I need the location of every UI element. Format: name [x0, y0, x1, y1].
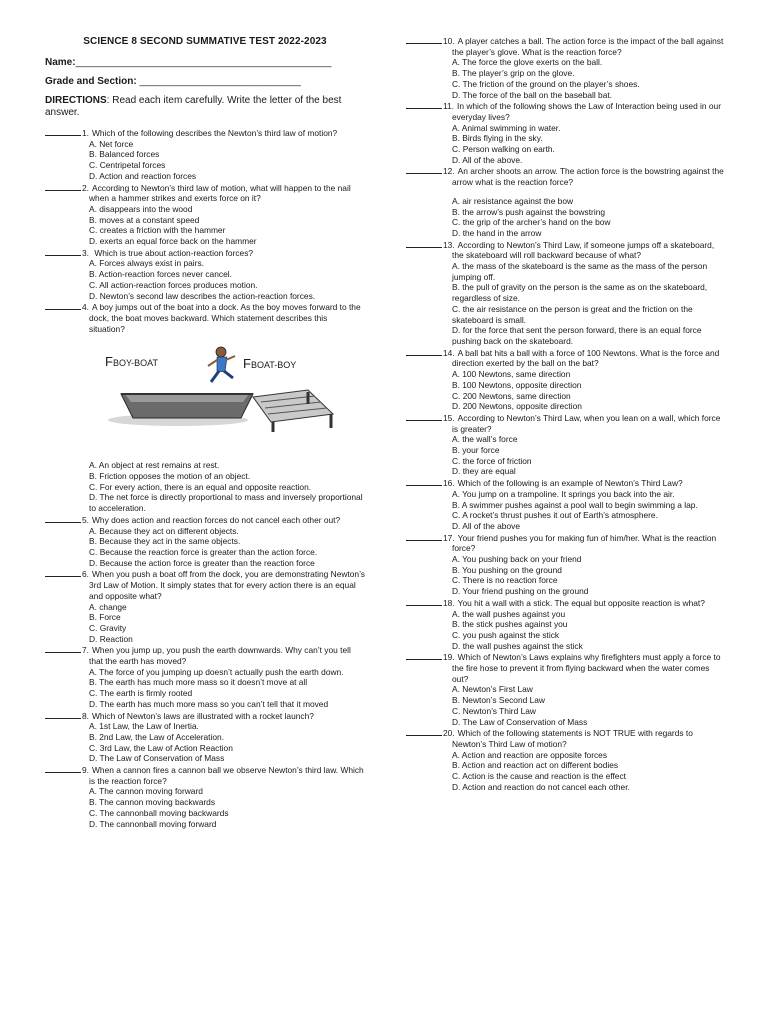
directions-label: DIRECTIONS: [45, 95, 107, 106]
question-stem: [406, 36, 726, 57]
question-list-left-top: [45, 128, 365, 334]
question-stem: [406, 478, 726, 489]
answer-option: C. the force of friction: [452, 455, 532, 466]
answer-blank[interactable]: [406, 533, 442, 541]
question-item: [45, 248, 365, 302]
name-label: Name:: [45, 57, 76, 68]
question-stem: [406, 348, 726, 369]
question-number: 4.: [82, 302, 89, 313]
answer-option: A. An object at rest remains at rest.: [89, 460, 220, 471]
question-text: A boy jumps out of the boat into a dock. As the boy moves forward to the dock, the boat moves backward. Which statement describes this situation?: [89, 302, 361, 334]
answer-option: A. the wall pushes against you: [452, 608, 566, 619]
answer-option: D. Newton’s second law describes the action-reaction forces.: [89, 290, 316, 301]
question-item: [45, 515, 365, 569]
spacer: [406, 188, 726, 196]
answer-blank[interactable]: [45, 302, 81, 310]
answer-option: C. you push against the stick: [452, 629, 560, 640]
question-number: 8.: [82, 710, 89, 721]
answer-option: C. Because the reaction force is greater than the action force.: [89, 546, 318, 557]
answer-option: D. 200 Newtons, opposite direction: [452, 401, 582, 412]
answer-option: B. The earth has much more mass so it doesn’t move at all: [89, 677, 308, 688]
question-number: 17.: [443, 532, 455, 543]
answer-option: D. Action and reaction do not cancel each other.: [452, 781, 630, 792]
question-item: [406, 533, 726, 597]
question-stem: [45, 302, 365, 334]
question-number: 18.: [443, 597, 455, 608]
question-item: [45, 183, 365, 247]
question-item: [406, 652, 726, 727]
question-stem: [406, 728, 726, 749]
question-item: [406, 348, 726, 412]
question-item: [406, 240, 726, 347]
answer-option: C. A rocket’s thrust pushes it out of Earth’s atmosphere.: [452, 510, 658, 521]
answer-option: B. Balanced forces: [89, 149, 160, 160]
answer-option: C. creates a friction with the hammer: [89, 225, 226, 236]
answer-option: A. The cannon moving forward: [89, 786, 203, 797]
answer-option: B. Birds flying in the sky.: [452, 133, 543, 144]
answer-option: D. The force of the ball on the baseball bat.: [452, 89, 613, 100]
question-number: 6.: [82, 569, 89, 580]
answer-blank[interactable]: [45, 183, 81, 191]
question-stem: [45, 645, 365, 666]
answer-option: B. the pull of gravity on the person is the same as on the skateboard, regardless of size.: [452, 282, 708, 304]
question-number: 3.: [82, 247, 89, 258]
question-text: Which of the following is an example of Newton’s Third Law?: [457, 478, 683, 489]
answer-option: C. For every action, there is an equal and opposite reaction.: [89, 481, 312, 492]
answer-blank[interactable]: [406, 240, 442, 248]
question-item: [45, 302, 365, 334]
question-text: A ball bat hits a ball with a force of 100 Newtons. What is the force and direction exerted by the ball on the bat?: [452, 347, 720, 369]
question-stem: [45, 765, 365, 786]
grade-section-field: [45, 76, 365, 87]
answer-option: D. they are equal: [452, 466, 516, 477]
question-stem: [406, 533, 726, 554]
answer-option: B. Friction opposes the motion of an object.: [89, 471, 251, 482]
answer-option: B. Action and reaction act on different bodies: [452, 760, 619, 771]
answer-option: D. The net force is directly proportional to mass and inversely proportional to acceleration.: [89, 492, 363, 514]
answer-blank[interactable]: [406, 413, 442, 421]
question-stem: [45, 248, 365, 259]
question-text: Which of the following describes the Newton’s third law of motion?: [92, 128, 338, 138]
question-number: 7.: [82, 645, 89, 656]
test-title: SCIENCE 8 SECOND SUMMATIVE TEST 2022-2023: [83, 36, 327, 47]
question-number: 14.: [443, 347, 455, 358]
question-stem: [45, 515, 365, 526]
question-item: [406, 101, 726, 165]
question-text: Which of Newton’s laws are illustrated with a rocket launch?: [92, 710, 314, 721]
question-stem: [406, 652, 726, 684]
question-options: [45, 460, 365, 514]
question-number: 11.: [443, 101, 455, 112]
answer-option: B. A swimmer pushes against a pool wall to begin swimming a lap.: [452, 499, 698, 510]
answer-option: C. The cannonball moving backwards: [89, 807, 229, 818]
answer-option: D. The cannonball moving forward: [89, 818, 217, 829]
question-list-right: [406, 36, 726, 793]
answer-option: A. 100 Newtons, same direction: [452, 369, 571, 380]
answer-option: D. for the force that sent the person forward, there is an equal force pushing back on the skateboard.: [452, 325, 702, 346]
question-stem: [406, 166, 726, 187]
answer-option: A. Animal swimming in water.: [452, 122, 561, 133]
answer-option: B. your force: [452, 445, 500, 456]
question-text: An archer shoots an arrow. The action force is the bowstring against the arrow what is the reaction force?: [452, 166, 724, 188]
question-item: [406, 36, 726, 100]
question-text: According to Newton’s Third Law, when you lean on a wall, which force is greater?: [452, 412, 721, 434]
question-item: [406, 413, 726, 477]
force-label-boat-boy: [243, 356, 296, 371]
question-text: A player catches a ball. The action force is the impact of the ball against the player’s glove. What is the reaction force?: [452, 36, 724, 57]
force-label-boy-boat-sub: BOY-BOAT: [112, 358, 158, 369]
answer-option: C. Newton’s Third Law: [452, 705, 536, 716]
answer-option: B. Newton’s Second Law: [452, 695, 545, 706]
question-text: Which of Newton’s Laws explains why firefighters must apply a force to the fire hose to prevent it from flying backward when the water comes out?: [452, 652, 721, 684]
question-stem: [45, 183, 365, 204]
directions-text: : Read each item carefully. Write the letter of the best answer.: [45, 95, 342, 118]
question-stem: [406, 598, 726, 609]
answer-blank[interactable]: [45, 645, 81, 653]
answer-blank[interactable]: [45, 248, 81, 256]
question-text: Which of the following statements is NOT TRUE with regards to Newton’s Third Law of motion?: [452, 728, 693, 749]
answer-blank[interactable]: [406, 652, 442, 660]
answer-option: A. 1st Law, the Law of Inertia.: [89, 721, 199, 732]
force-label-boy-boat: [105, 354, 158, 369]
answer-blank[interactable]: [406, 166, 442, 174]
question-text: When a cannon fires a cannon ball we observe Newton’s third law. Which is the reaction force?: [89, 765, 364, 786]
answer-option: C. 200 Newtons, same direction: [452, 390, 571, 401]
question-item: [406, 598, 726, 652]
answer-option: C. The earth is firmly rooted: [89, 688, 193, 699]
answer-option: D. exerts an equal force back on the hammer: [89, 236, 257, 247]
answer-option: A. change: [89, 601, 127, 612]
question-number: 2.: [82, 182, 89, 193]
answer-blank[interactable]: [45, 765, 81, 773]
answer-option: C. There is no reaction force: [452, 575, 558, 586]
question-text: According to Newton’s third law of motion, what will happen to the nail when a hammer strikes and exerts force on it?: [89, 182, 351, 204]
answer-option: B. 100 Newtons, opposite direction: [452, 379, 582, 390]
question-number: 1.: [82, 128, 89, 138]
answer-blank[interactable]: [45, 128, 81, 136]
answer-option: A. the mass of the skateboard is the same as the mass of the person jumping off.: [452, 261, 708, 282]
force-label-boat-boy-main: F: [243, 356, 251, 372]
answer-option: C. the grip of the archer’s hand on the bow: [452, 217, 611, 228]
question-text: In which of the following shows the Law of Interaction being used in our everyday lives?: [452, 101, 722, 122]
answer-blank[interactable]: [406, 728, 442, 736]
directions: [45, 95, 365, 119]
force-label-boat-boy-sub: BOAT-BOY: [250, 360, 297, 371]
answer-blank[interactable]: [406, 598, 442, 606]
answer-option: A. disappears into the wood: [89, 203, 193, 214]
question-stem: [45, 711, 365, 722]
answer-option: A. The force the glove exerts on the ball.: [452, 57, 603, 68]
answer-option: D. the wall pushes against the stick: [452, 640, 583, 651]
question-text: Which is true about action-reaction forces?: [92, 247, 254, 258]
answer-option: A. You jump on a trampoline. It springs you back into the air.: [452, 488, 675, 499]
answer-option: B. 2nd Law, the Law of Acceleration.: [89, 731, 225, 742]
question-item: [45, 711, 365, 765]
question-number: 19.: [443, 652, 455, 663]
answer-blank[interactable]: [45, 711, 81, 719]
answer-blank[interactable]: [406, 101, 442, 109]
question-stem: [45, 569, 365, 601]
answer-option: C. All action-reaction forces produces motion.: [89, 279, 258, 290]
question-number: 12.: [443, 166, 455, 177]
answer-option: B. The player’s grip on the glove.: [452, 68, 575, 79]
question-stem: [406, 240, 726, 261]
answer-option: D. The Law of Conservation of Mass: [452, 716, 588, 727]
question-text: You hit a wall with a stick. The equal but opposite reaction is what?: [457, 597, 705, 608]
answer-option: B. Force: [89, 612, 121, 623]
question-text: When you push a boat off from the dock, you are demonstrating Newton’s 3rd Law of Motion. It simply states that for every action there is an equal and opposite what?: [89, 569, 365, 601]
answer-option: A. Newton’s First Law: [452, 684, 533, 695]
grade-label: Grade and Section:: [45, 76, 137, 87]
question-number: 13.: [443, 239, 455, 250]
left-column: [45, 36, 365, 830]
question-number: 5.: [82, 514, 89, 525]
question-number: 16.: [443, 478, 455, 489]
question-number: 15.: [443, 412, 455, 423]
answer-blank[interactable]: [45, 515, 81, 523]
answer-option: D. the hand in the arrow: [452, 227, 542, 238]
answer-option: B. You pushing on the ground: [452, 564, 562, 575]
answer-option: B. moves at a constant speed: [89, 214, 200, 225]
force-label-boy-boat-main: F: [105, 354, 113, 370]
answer-option: D. Action and reaction forces: [89, 170, 197, 181]
name-field: [45, 57, 365, 68]
question-text: Why does action and reaction forces do not cancel each other out?: [92, 514, 341, 525]
question-text: When you jump up, you push the earth downwards. Why can’t you tell that the earth has moved?: [89, 645, 351, 667]
question-list-left-bottom: [45, 460, 365, 829]
answer-option: D. The Law of Conservation of Mass: [89, 753, 225, 764]
answer-option: C. Action is the cause and reaction is the effect: [452, 771, 626, 782]
question-stem: [406, 413, 726, 434]
answer-blank[interactable]: [406, 36, 442, 44]
answer-option: B. Action-reaction forces never cancel.: [89, 269, 232, 280]
answer-option: D. All of the above.: [452, 154, 523, 165]
answer-blank[interactable]: [406, 478, 442, 486]
answer-option: D. Reaction: [89, 633, 133, 644]
name-line: ______________________________________________: [75, 57, 332, 68]
answer-option: C. Gravity: [89, 622, 127, 633]
answer-option: B. Because they act in the same objects.: [89, 536, 241, 547]
grade-line: _____________________________: [136, 76, 301, 87]
question-text: According to Newton’s Third Law, if someone jumps off a skateboard, the skateboard will roll backward because of what?: [452, 239, 715, 261]
question-number: 9.: [82, 765, 89, 776]
question-item: [45, 765, 365, 829]
answer-option: B. the arrow’s push against the bowstring: [452, 206, 606, 217]
answer-option: C. 3rd Law, the Law of Action Reaction: [89, 742, 233, 753]
question-text: Your friend pushes you for making fun of him/her. What is the reaction force?: [452, 532, 717, 554]
answer-option: C. Person walking on earth.: [452, 144, 555, 155]
answer-option: C. The friction of the ground on the player’s shoes.: [452, 78, 640, 89]
answer-option: A. Forces always exist in pairs.: [89, 258, 204, 269]
answer-blank[interactable]: [406, 348, 442, 356]
question-stem: [45, 128, 365, 139]
answer-option: D. All of the above: [452, 520, 520, 531]
question-item: [45, 128, 365, 182]
question-item: [406, 478, 726, 532]
answer-option: B. The cannon moving backwards: [89, 797, 216, 808]
answer-option: A. The force of you jumping up doesn’t actually push the earth down.: [89, 666, 344, 677]
answer-option: B. the stick pushes against you: [452, 619, 568, 630]
answer-option: D. Your friend pushing on the ground: [452, 586, 589, 597]
question-item: [45, 569, 365, 644]
answer-option: D. The earth has much more mass so you can’t tell that it moved: [89, 698, 329, 709]
question-stem: [406, 101, 726, 122]
answer-option: A. air resistance against the bow: [452, 195, 574, 206]
answer-option: A. Action and reaction are opposite forces: [452, 749, 608, 760]
answer-option: D. Because the action force is greater than the reaction force: [89, 557, 315, 568]
answer-option: C. Centripetal forces: [89, 160, 166, 171]
answer-option: A. You pushing back on your friend: [452, 554, 582, 565]
answer-option: A. Because they act on different objects.: [89, 525, 239, 536]
question-item: [45, 645, 365, 709]
answer-option: A. the wall’s force: [452, 434, 518, 445]
question-number: 20.: [443, 728, 455, 739]
question-number: 10.: [443, 36, 455, 46]
answer-blank[interactable]: [45, 569, 81, 577]
question-item: [406, 728, 726, 792]
question-item: [406, 166, 726, 238]
boat-dock-figure: [103, 342, 343, 432]
answer-option: A. Net force: [89, 138, 134, 149]
answer-option: C. the air resistance on the person is great and the friction on the skateboard is small.: [452, 303, 693, 325]
right-column: [406, 36, 726, 794]
